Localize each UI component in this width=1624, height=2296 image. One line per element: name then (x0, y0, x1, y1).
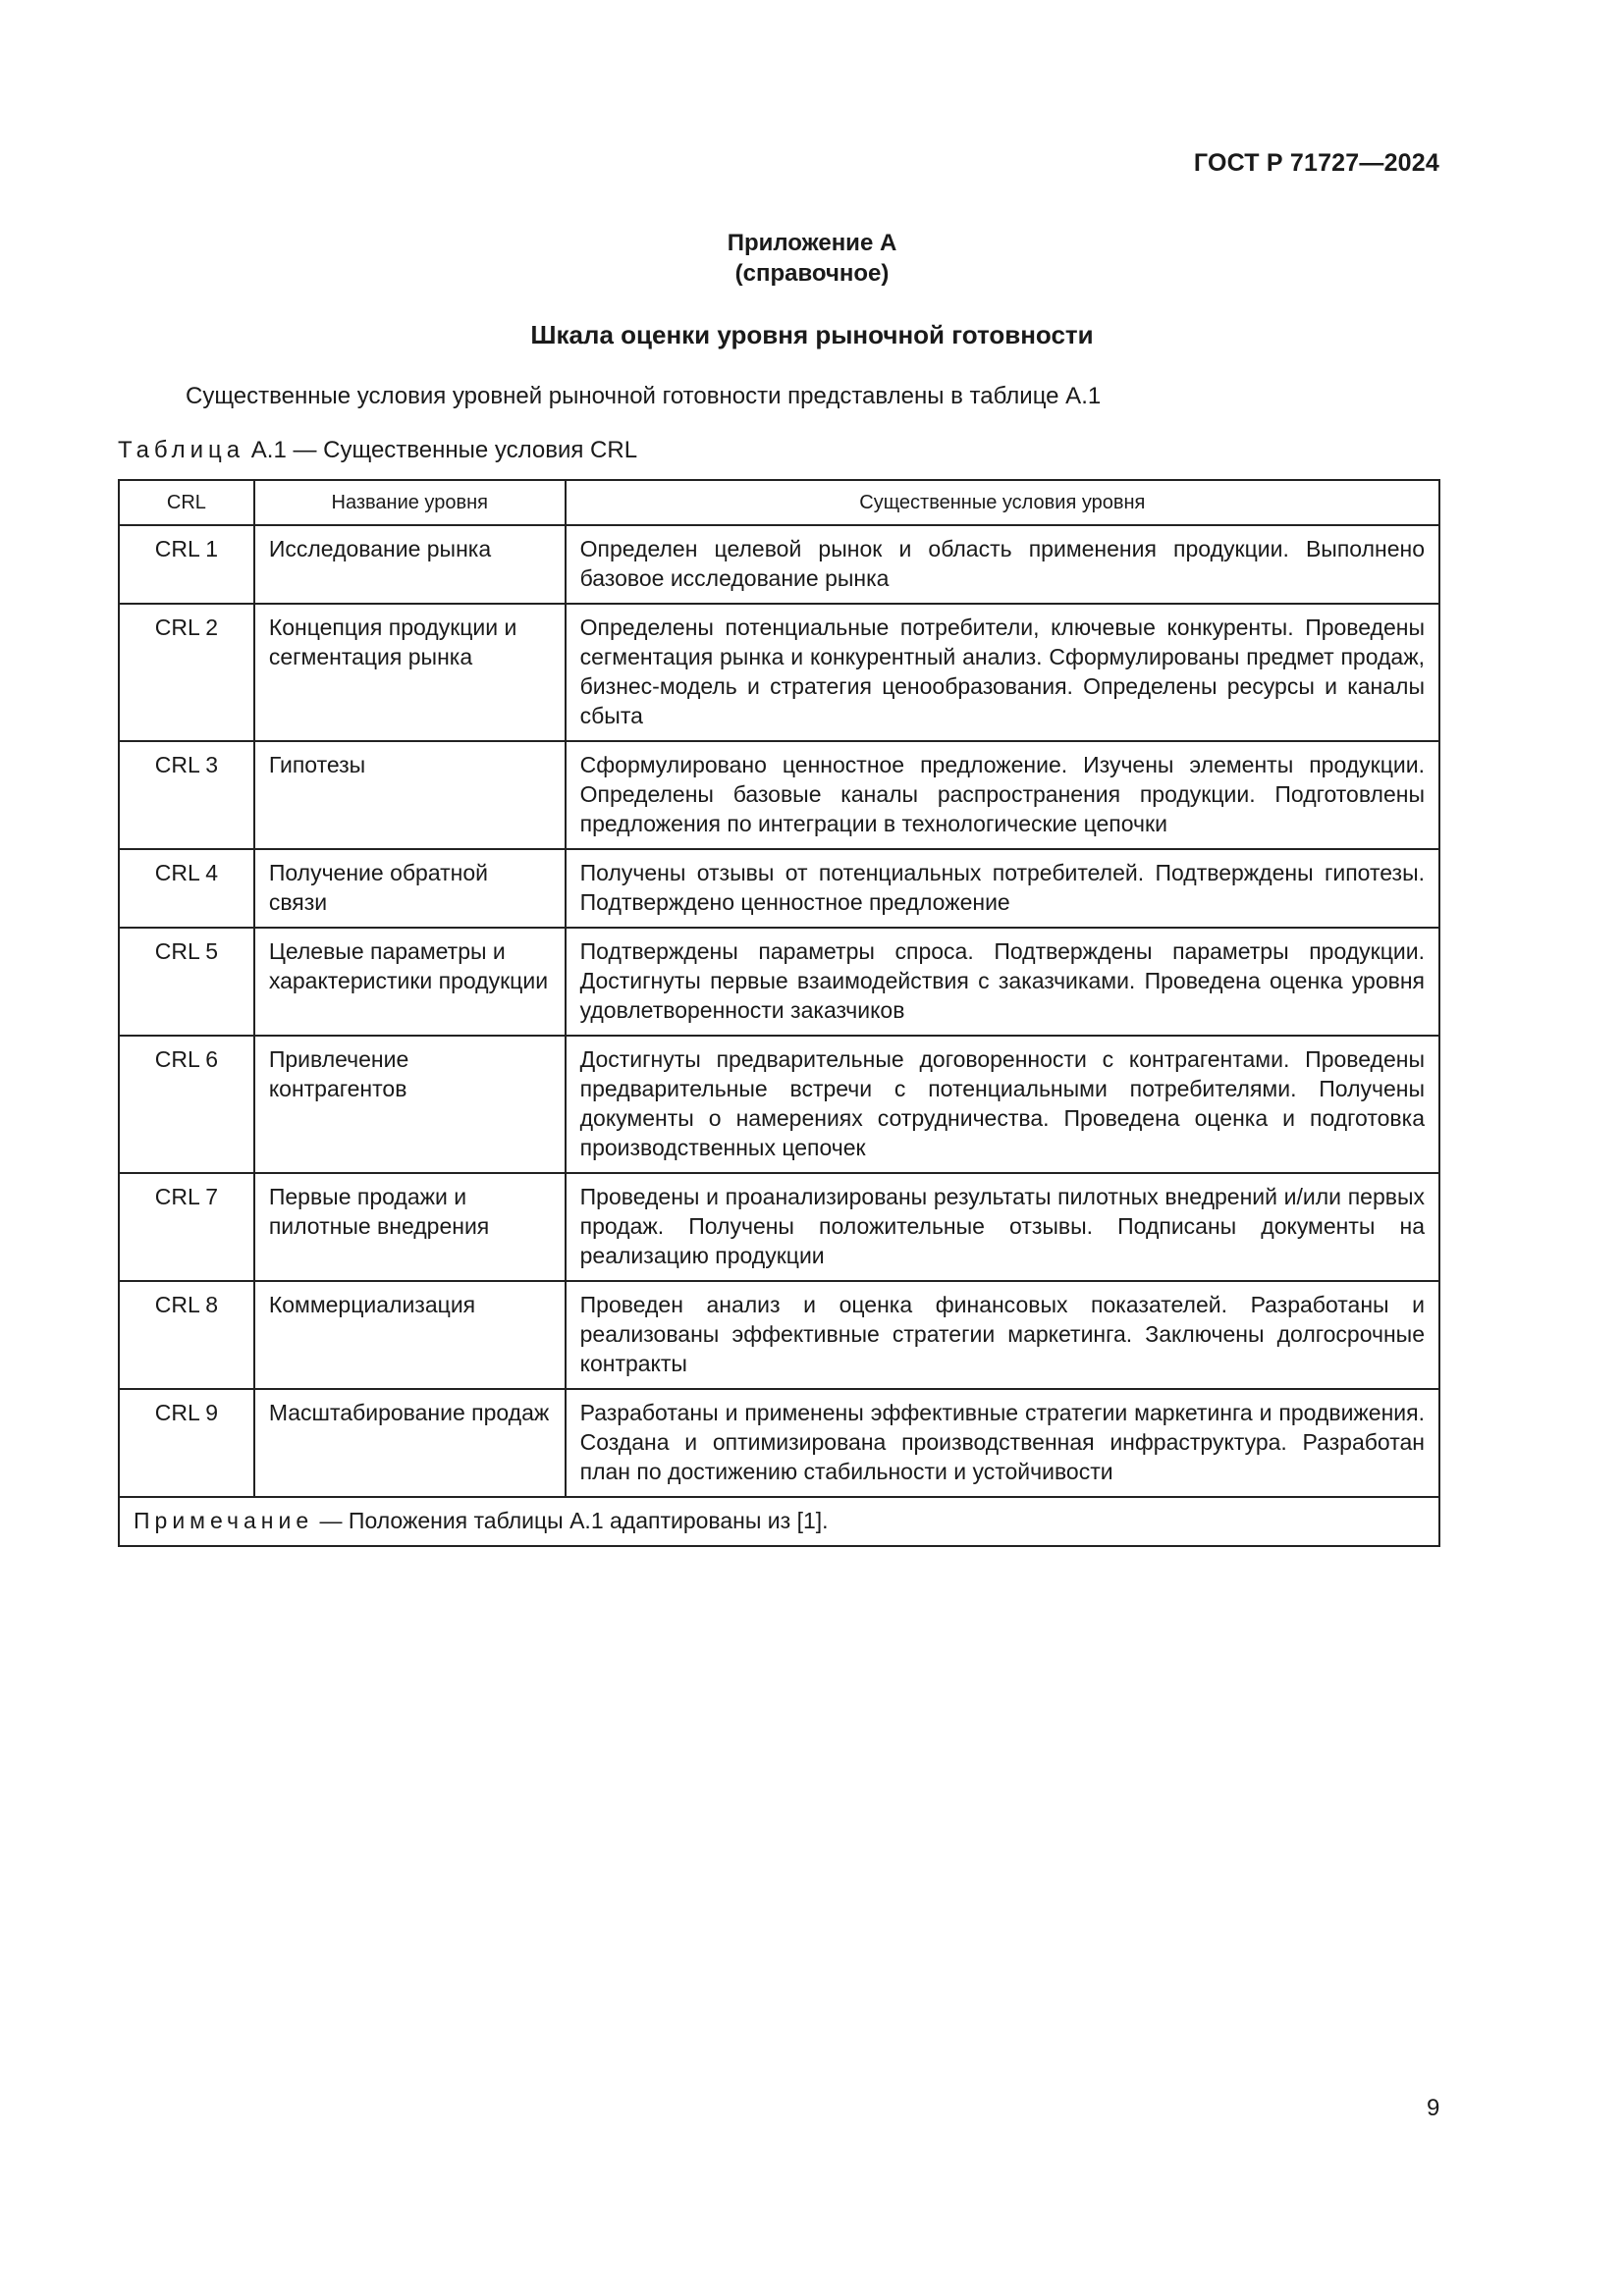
level-name: Исследование рынка (254, 525, 566, 604)
level-conditions: Определен целевой рынок и область применения продукции. Выполнено базовое исследование рынка (566, 525, 1439, 604)
level-name: Гипотезы (254, 741, 566, 849)
level-conditions: Подтверждены параметры спроса. Подтверждены параметры продукции. Достигнуты первые взаимодействия с заказчиками. Проведена оценка уровня удовлетворенности заказчиков (566, 928, 1439, 1036)
table-note (119, 1497, 1439, 1546)
table-row (119, 604, 1439, 741)
table-caption-label: Таблица (118, 437, 245, 463)
table-caption (118, 437, 637, 464)
crl-code: CRL 1 (119, 525, 254, 604)
document-code: ГОСТ Р 71727—2024 (1193, 149, 1439, 177)
table-caption-text: А.1 — Существенные условия CRL (244, 437, 638, 463)
page-number: 9 (1427, 2095, 1440, 2121)
table-row (119, 741, 1439, 849)
table-row (119, 525, 1439, 604)
table-row (119, 928, 1439, 1036)
level-conditions: Проведены и проанализированы результаты пилотных внедрений и/или первых продаж. Получены положительные отзывы. Подписаны документы на реализацию продукции (566, 1173, 1439, 1281)
level-conditions: Разработаны и применены эффективные стратегии маркетинга и продвижения. Создана и оптимизирована производственная инфраструктура. Разработан план по достижению стабильности и устойчивости (566, 1389, 1439, 1497)
table-row (119, 1036, 1439, 1173)
level-name: Привлечение контрагентов (254, 1036, 566, 1173)
crl-code: CRL 7 (119, 1173, 254, 1281)
note-text: — Положения таблицы А.1 адаптированы из [1]. (313, 1508, 829, 1533)
table-note-row (119, 1497, 1439, 1546)
level-name: Коммерциализация (254, 1281, 566, 1389)
table-row (119, 1281, 1439, 1389)
level-name: Масштабирование продаж (254, 1389, 566, 1497)
crl-table (118, 479, 1440, 1547)
level-conditions: Определены потенциальные потребители, ключевые конкуренты. Проведены сегментация рынка и конкурентный анализ. Сформулированы предмет продаж, бизнес-модель и стратегия ценообразования. Определены ресурсы и каналы сбыта (566, 604, 1439, 741)
level-conditions: Сформулировано ценностное предложение. Изучены элементы продукции. Определены базовые каналы распространения продукции. Подготовлены предложения по интеграции в технологические цепочки (566, 741, 1439, 849)
intro-paragraph: Существенные условия уровней рыночной готовности представлены в таблице А.1 (186, 383, 1102, 409)
level-name: Целевые параметры и характеристики продукции (254, 928, 566, 1036)
header-conditions: Существенные условия уровня (566, 480, 1439, 525)
appendix-heading (0, 228, 1624, 289)
table-row (119, 1173, 1439, 1281)
table-row (119, 1389, 1439, 1497)
crl-code: CRL 6 (119, 1036, 254, 1173)
level-name: Концепция продукции и сегментация рынка (254, 604, 566, 741)
appendix-subtitle: (справочное) (734, 260, 890, 287)
level-conditions: Получены отзывы от потенциальных потребителей. Подтверждены гипотезы. Подтверждено ценностное предложение (566, 849, 1439, 928)
crl-code: CRL 2 (119, 604, 254, 741)
header-crl: CRL (119, 480, 254, 525)
crl-code: CRL 8 (119, 1281, 254, 1389)
table-header-row (119, 480, 1439, 525)
level-conditions: Проведен анализ и оценка финансовых показателей. Разработаны и реализованы эффективные стратегии маркетинга. Заключены долгосрочные контракты (566, 1281, 1439, 1389)
crl-code: CRL 3 (119, 741, 254, 849)
section-title: Шкала оценки уровня рыночной готовности (530, 320, 1094, 349)
table-row (119, 849, 1439, 928)
appendix-title: Приложение А (727, 230, 897, 256)
level-conditions: Достигнуты предварительные договоренности с контрагентами. Проведены предварительные встречи с потенциальными потребителями. Получены документы о намерениях сотрудничества. Проведена оценка и подготовка производственных цепочек (566, 1036, 1439, 1173)
crl-code: CRL 4 (119, 849, 254, 928)
level-name: Получение обратной связи (254, 849, 566, 928)
crl-code: CRL 9 (119, 1389, 254, 1497)
crl-code: CRL 5 (119, 928, 254, 1036)
header-level-name: Название уровня (254, 480, 566, 525)
level-name: Первые продажи и пилотные внедрения (254, 1173, 566, 1281)
note-label: Примечание (134, 1508, 314, 1533)
